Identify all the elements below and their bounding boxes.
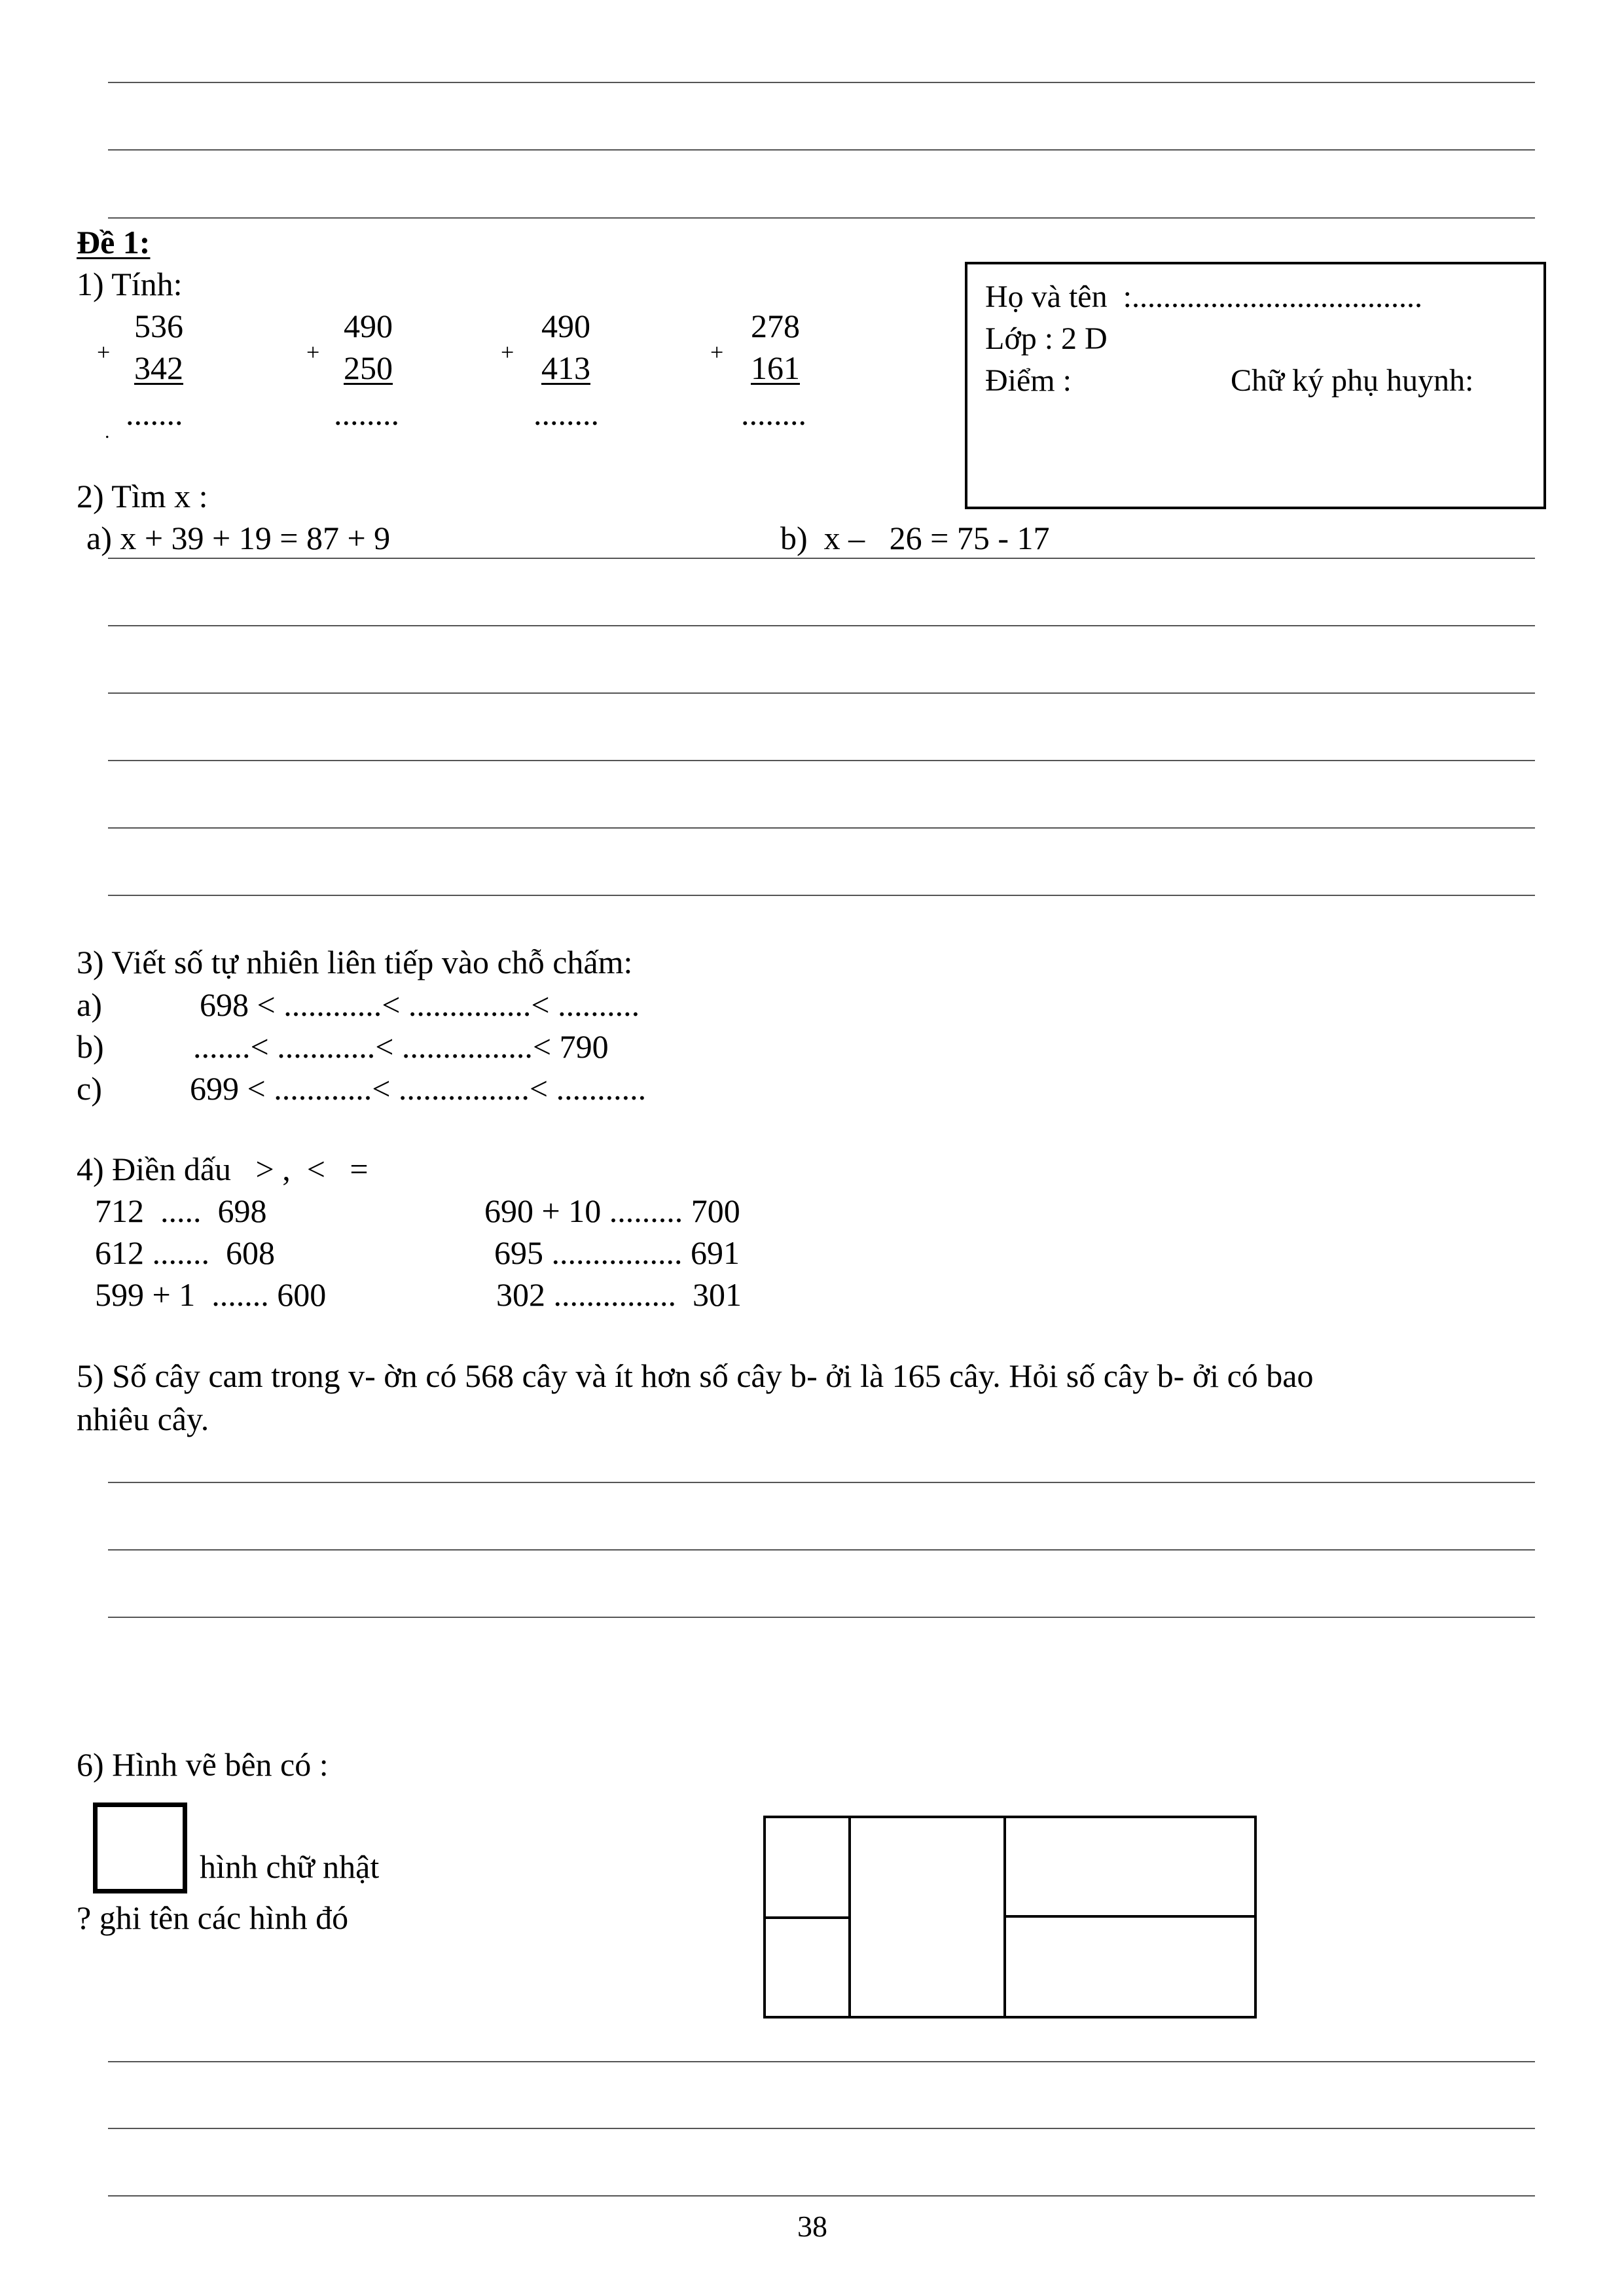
answer-line xyxy=(108,895,1535,896)
q3-row-label: c) xyxy=(77,1070,102,1107)
q1-heading: 1) Tính: xyxy=(77,266,183,302)
answer-dots: ........ xyxy=(334,395,399,432)
answer-line xyxy=(108,2128,1535,2129)
addend-bottom: 413 xyxy=(541,350,590,386)
answer-line xyxy=(108,1549,1535,1551)
q2-part-b: b) x – 26 = 75 - 17 xyxy=(780,520,1050,556)
plus-sign: + xyxy=(501,339,514,365)
addend-top: 490 xyxy=(344,308,393,344)
addend-top: 490 xyxy=(541,308,590,344)
exam-title: Đề 1: xyxy=(77,224,151,260)
q6-shape-text: hình chữ nhật xyxy=(200,1848,380,1885)
q2-heading: 2) Tìm x : xyxy=(77,478,208,514)
answer-dots: ........ xyxy=(741,395,806,432)
q3-row-text: .......< ............< ................< 790 xyxy=(193,1028,609,1065)
signature-field: Chữ ký phụ huynh: xyxy=(1231,363,1474,398)
addend-bottom: 161 xyxy=(751,350,800,386)
q4-heading: 4) Điền dấu > , < = xyxy=(77,1151,369,1187)
answer-line xyxy=(108,692,1535,694)
q3-row-label: b) xyxy=(77,1028,104,1065)
answer-line xyxy=(108,760,1535,761)
answer-line xyxy=(108,625,1535,626)
q4-left-item: 712 ..... 698 xyxy=(95,1193,267,1229)
answer-line xyxy=(108,217,1535,219)
q4-right-item: 302 ............... 301 xyxy=(496,1276,742,1313)
q5-line-2: nhiêu cây. xyxy=(77,1401,209,1437)
q4-left-item: 599 + 1 ....... 600 xyxy=(95,1276,327,1313)
q6-question: ? ghi tên các hình đó xyxy=(77,1899,349,1936)
addend-top: 278 xyxy=(751,308,800,344)
addend-top: 536 xyxy=(134,308,183,344)
page-number: 38 xyxy=(797,2210,827,2243)
answer-line xyxy=(108,149,1535,151)
q4-right-item: 695 ................ 691 xyxy=(494,1234,740,1271)
answer-line xyxy=(108,82,1535,83)
answer-box xyxy=(93,1803,187,1893)
answer-line xyxy=(108,827,1535,829)
answer-line xyxy=(108,1617,1535,1618)
q3-row-text: 698 < ............< ...............< .......... xyxy=(200,986,640,1023)
plus-sign: + xyxy=(306,339,320,365)
stray-mark: . xyxy=(105,421,110,442)
answer-line xyxy=(108,2061,1535,2062)
class-field: Lớp : 2 D xyxy=(985,321,1108,356)
answer-dots: ........ xyxy=(533,395,599,432)
q6-heading: 6) Hình vẽ bên có : xyxy=(77,1746,329,1783)
q5-line-1: 5) Số cây cam trong v- ờn có 568 cây và ít hơn số cây b- ởi là 165 cây. Hỏi số cây b- ởi có bao xyxy=(77,1357,1314,1394)
rectangle-figure xyxy=(759,1812,1261,2022)
plus-sign: + xyxy=(97,339,111,365)
q3-heading: 3) Viết số tự nhiên liên tiếp vào chỗ chấm: xyxy=(77,944,633,980)
addend-bottom: 342 xyxy=(134,350,183,386)
q4-left-item: 612 ....... 608 xyxy=(95,1234,275,1271)
q3-row-label: a) xyxy=(77,986,102,1023)
name-field: Họ và tên :..................................... xyxy=(985,279,1422,314)
answer-line xyxy=(108,1482,1535,1483)
q4-right-item: 690 + 10 ......... 700 xyxy=(484,1193,740,1229)
q2-part-a: a) x + 39 + 19 = 87 + 9 xyxy=(86,520,391,556)
plus-sign: + xyxy=(710,339,724,365)
addend-bottom: 250 xyxy=(344,350,393,386)
score-field: Điểm : xyxy=(985,363,1072,398)
answer-line xyxy=(108,558,1535,559)
q3-row-text: 699 < ............< ................< ........... xyxy=(190,1070,647,1107)
answer-line xyxy=(108,2195,1535,2197)
answer-dots: ....... xyxy=(126,395,183,432)
